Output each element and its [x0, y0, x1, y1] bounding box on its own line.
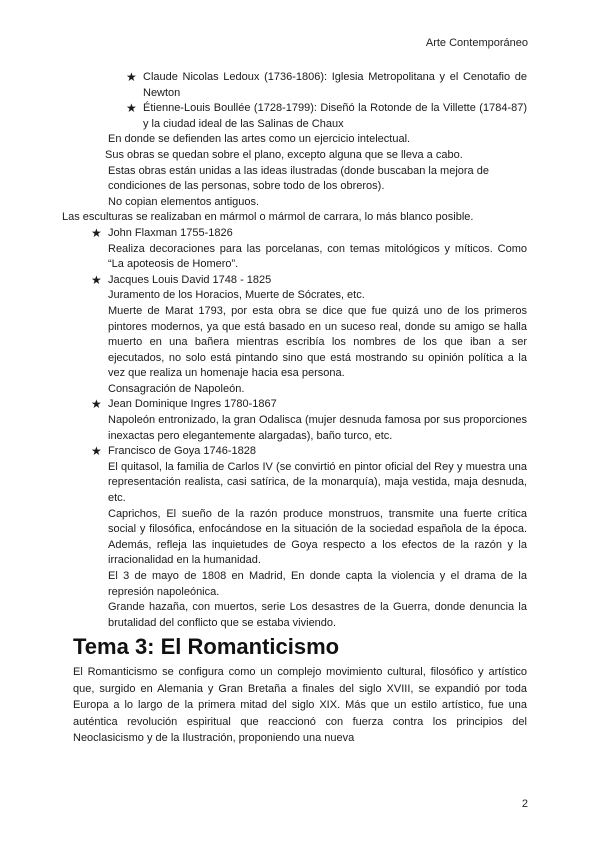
star-bullet-icon: ★ [126, 101, 137, 116]
artist-item-ingres [73, 397, 527, 413]
section-heading: Tema 3: El Romanticismo [73, 634, 340, 660]
star-bullet-icon: ★ [91, 225, 102, 240]
artist-paragraph: Grande hazaña, con muertos, serie Los desastres de la Guerra, donde denuncia la brutalidad del conflicto que se estaba viviendo. [108, 601, 527, 629]
artist-paragraph: El 3 de mayo de 1808 en Madrid, En donde capta la violencia y el drama de la represión napoleónica. [108, 570, 527, 598]
star-bullet-icon: ★ [91, 444, 102, 459]
artist-item-david [73, 273, 527, 289]
note-line: Estas obras están unidas a las ideas ilustradas (donde buscaban la mejora de condiciones de las personas, sobre todo de los obreros). [108, 164, 489, 193]
artist-paragraph: Napoleón entronizado, la gran Odalisca (mujer desnuda famosa por sus proporciones inexactas pero elegantemente alargadas), baño turco, etc. [108, 414, 527, 442]
document-body [62, 70, 527, 746]
star-bullet-icon: ★ [91, 272, 102, 287]
note-line: No copian elementos antiguos. [108, 195, 260, 208]
artist-name: John Flaxman 1755-1826 [108, 226, 233, 239]
architect-text: Étienne-Louis Boullée (1728-1799): Diseñó la Rotonde de la Villette (1784-87) y la ciudad ideal de las Salinas de Chaux [143, 102, 527, 130]
artist-paragraph: Caprichos, El sueño de la razón produce monstruos, transmite una fuerte crítica social y filosófica, enfocándose en la situación de la sociedad española de la época. Además, refleja las inquietudes de Goya respecto a los efectos de la razón y la irracionalidad en la humanidad. [108, 507, 527, 567]
artist-paragraph: Realiza decoraciones para las porcelanas, con temas mitológicos y míticos. Como “La apoteosis de Homero”. [108, 242, 527, 271]
artist-paragraph: El quitasol, la familia de Carlos IV (se convirtió en pintor oficial del Rey y muestra una representación realista, casi satírica, de la monarquía), maja vestida, maja desnuda, etc. [108, 460, 527, 505]
artist-paragraph: Juramento de los Horacios, Muerte de Sócrates, etc. [108, 289, 365, 302]
sculpture-intro: Las esculturas se realizaban en mármol o mármol de carrara, lo más blanco posible. [62, 211, 474, 224]
star-bullet-icon: ★ [126, 70, 137, 84]
architect-item-boullee [73, 101, 527, 132]
artist-name: Francisco de Goya 1746-1828 [108, 445, 256, 458]
artist-item-goya [73, 444, 527, 460]
page-number: 2 [521, 798, 528, 810]
note-line: Sus obras se quedan sobre el plano, excepto alguna que se lleva a cabo. [105, 148, 463, 161]
architect-item-ledoux [73, 70, 527, 101]
artist-name: Jean Dominique Ingres 1780-1867 [108, 398, 277, 411]
section-intro: El Romanticismo se configura como un complejo movimiento cultural, filosófico y artístico que, surgido en Alemania y Gran Bretaña a finales del siglo XVIII, se expandió por toda Europa a lo largo de la primera mitad del siglo XIX. Más que un estilo artístico, fue una auténtica revolución espiritual que reaccionó con fuerza contra los principios del Neoclasicismo y de la Ilustración, proponiendo una nueva [73, 666, 527, 744]
architect-text: Claude Nicolas Ledoux (1736-1806): Iglesia Metropolitana y el Cenotafio de Newton [143, 71, 527, 99]
artist-paragraph: Muerte de Marat 1793, por esta obra se dice que fue quizá uno de los primeros pintores modernos, ya que está basado en un suceso real, donde su amigo se halla muerto en una bañera mientras escribía los nombres de los que iban a ser ejecutados, no solo está pintando sino que está mostrando su opinión política a la vez que realiza un homenaje hacia esa persona. [108, 304, 527, 380]
artist-name: Jacques Louis David 1748 - 1825 [108, 273, 272, 286]
artist-item-flaxman [73, 226, 527, 242]
artist-paragraph: Consagración de Napoleón. [108, 382, 245, 395]
star-bullet-icon: ★ [91, 397, 102, 412]
page-header: Arte Contemporáneo [425, 37, 528, 49]
note-line: En donde se defienden las artes como un ejercicio intelectual. [108, 133, 411, 146]
